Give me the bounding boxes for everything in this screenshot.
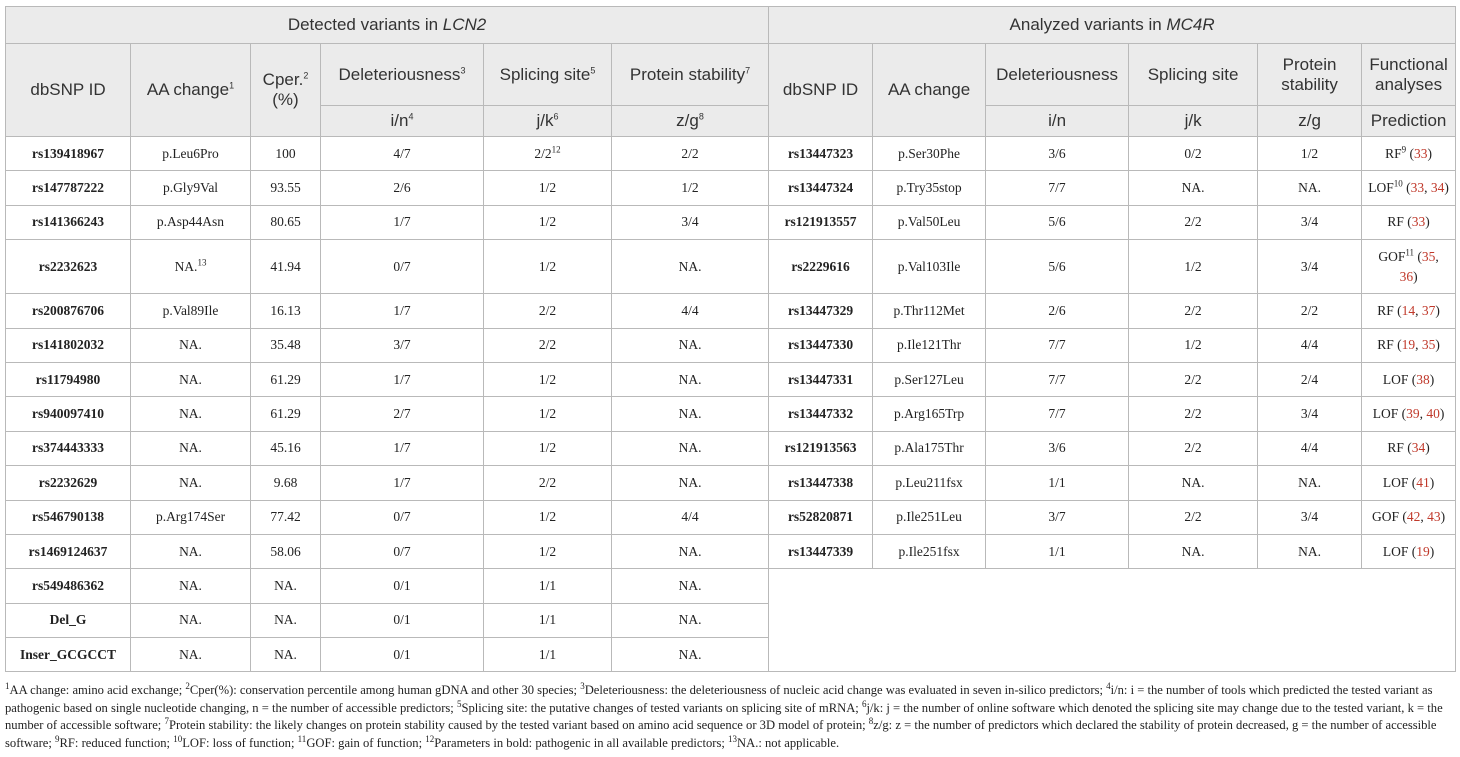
subcol-mc4r-i-n: i/n [986,106,1129,137]
cell-deleteriousness: 4/7 [321,137,484,171]
col-mc4r-splicing-site: Splicing site [1129,44,1258,106]
cell-mc4r-protein-stability: NA. [1258,534,1362,568]
cell-protein-stability: NA. [612,362,769,396]
cell-mc4r-aa-change: p.Arg165Trp [873,397,986,431]
cell-cper: 35.48 [251,328,321,362]
cell-prediction: RF (19, 35) [1362,328,1456,362]
cell-protein-stability: 2/2 [612,137,769,171]
cell-mc4r-aa-change: p.Val50Leu [873,205,986,239]
cell-mc4r-aa-change: p.Ile121Thr [873,328,986,362]
cell-deleteriousness: 1/7 [321,431,484,465]
col-mc4r-dbsnp-id: dbSNP ID [769,44,873,137]
cell-cper: 41.94 [251,240,321,294]
cell-mc4r-protein-stability: NA. [1258,466,1362,500]
table-row [6,397,1456,431]
cell-dbsnp-id: rs549486362 [6,569,131,603]
footnote-text: Parameters in bold: pathogenic in all available predictors; [434,735,729,750]
cell-mc4r-aa-change: p.Leu211fsx [873,466,986,500]
table-row [6,362,1456,396]
cell-mc4r-dbsnp-id: rs13447338 [769,466,873,500]
footnote-marker: 6 [861,698,867,709]
cell-protein-stability: NA. [612,397,769,431]
table-row [6,205,1456,239]
group-header-lcn2: Detected variants in LCN2 [6,7,769,44]
cell-mc4r-protein-stability: NA. [1258,171,1362,205]
cell-mc4r-deleteriousness: 2/6 [986,294,1129,328]
cell-protein-stability: NA. [612,431,769,465]
cell-protein-stability: 4/4 [612,500,769,534]
cell-dbsnp-id: rs940097410 [6,397,131,431]
cell-mc4r-deleteriousness: 7/7 [986,397,1129,431]
cell-mc4r-splicing-site: 0/2 [1129,137,1258,171]
cell-dbsnp-id: rs141802032 [6,328,131,362]
footnote-marker: 11 [297,733,307,744]
cell-dbsnp-id: rs200876706 [6,294,131,328]
cell-deleteriousness: 1/7 [321,294,484,328]
footnote-marker: 13 [728,733,738,744]
cell-prediction: RF (14, 37) [1362,294,1456,328]
cell-aa-change: p.Asp44Asn [131,205,251,239]
cell-mc4r-splicing-site: NA. [1129,534,1258,568]
variants-table [5,6,1456,672]
reference-link[interactable]: 38 [1416,371,1430,387]
cell-aa-change: p.Arg174Ser [131,500,251,534]
reference-link[interactable]: 39 [1406,406,1420,422]
cell-dbsnp-id: Del_G [6,603,131,637]
cell-aa-change: NA. [131,569,251,603]
col-mc4r-protein-stability: Protein stability [1258,44,1362,106]
footnote-text: j/k: j = the number of online software which denoted the splicing site may change due to the tested variant, k = the number of accessible software; [5,700,1443,732]
cell-deleteriousness: 3/7 [321,328,484,362]
cell-mc4r-deleteriousness: 3/6 [986,137,1129,171]
reference-link[interactable]: 34 [1411,440,1426,456]
subcol-z-g: $z/g^8$ [612,106,769,137]
cell-mc4r-deleteriousness: 1/1 [986,534,1129,568]
footnote-marker: 1 [5,680,10,691]
footnote-text: Splicing site: the putative changes of tested variants on splicing site of mRNA; [461,700,862,715]
cell-splicing-site: 1/1 [484,603,612,637]
reference-link[interactable]: 36 [1399,268,1414,284]
col-splicing-site: Splicing site$^5$ [484,44,612,106]
cell-mc4r-protein-stability: 4/4 [1258,328,1362,362]
cell-splicing-site: 1/2 [484,534,612,568]
cell-prediction: GOF$^{11}$ (35, 36) [1362,240,1456,294]
gene-name-mc4r: MC4R [1166,15,1215,34]
reference-link[interactable]: 35 [1421,248,1436,264]
subcol-j-k: $j/k^6$ [484,106,612,137]
cell-mc4r-deleteriousness: 3/6 [986,431,1129,465]
table-row [6,534,1456,568]
cell-aa-change: NA.$^{13}$ [131,240,251,294]
cell-cper: 61.29 [251,397,321,431]
subcol-mc4r-z-g: z/g [1258,106,1362,137]
cell-mc4r-aa-change: p.Thr112Met [873,294,986,328]
cell-mc4r-dbsnp-id: rs13447339 [769,534,873,568]
cell-aa-change: p.Val89Ile [131,294,251,328]
cell-mc4r-splicing-site: NA. [1129,171,1258,205]
table-row [6,500,1456,534]
cell-mc4r-aa-change: p.Ser127Leu [873,362,986,396]
cell-aa-change: NA. [131,397,251,431]
cell-mc4r-dbsnp-id: rs121913563 [769,431,873,465]
cell-cper: 93.55 [251,171,321,205]
cell-dbsnp-id: rs546790138 [6,500,131,534]
cell-cper: 45.16 [251,431,321,465]
cell-mc4r-protein-stability: 1/2 [1258,137,1362,171]
cell-splicing-site: 2/2 [484,466,612,500]
footnote-marker: 9 [55,733,60,744]
cell-cper: NA. [251,569,321,603]
cell-mc4r-deleteriousness: 7/7 [986,362,1129,396]
cell-mc4r-deleteriousness: 5/6 [986,205,1129,239]
cell-protein-stability: NA. [612,534,769,568]
cell-prediction: LOF (19) [1362,534,1456,568]
cell-deleteriousness: 1/7 [321,362,484,396]
cell-mc4r-deleteriousness: 1/1 [986,466,1129,500]
cell-mc4r-dbsnp-id: rs13447332 [769,397,873,431]
cell-protein-stability: 3/4 [612,205,769,239]
cell-dbsnp-id: rs2232629 [6,466,131,500]
table-row [6,240,1456,294]
table-row [6,569,1456,603]
cell-deleteriousness: 2/7 [321,397,484,431]
cell-splicing-site: 2/2 [484,328,612,362]
footnotes [5,682,1457,752]
cell-mc4r-deleteriousness: 7/7 [986,328,1129,362]
reference-link[interactable]: 33 [1411,214,1426,230]
cell-protein-stability: NA. [612,240,769,294]
footnote-marker: 12 [425,733,435,744]
reference-link[interactable]: 40 [1426,406,1440,422]
col-dbsnp-id: dbSNP ID [6,44,131,137]
cell-protein-stability: NA. [612,638,769,672]
cell-mc4r-dbsnp-id: rs2229616 [769,240,873,294]
col-functional-analyses: Functional analyses [1362,44,1456,106]
footnote-text: Deleteriousness: the deleteriousness of nucleic acid change was evaluated in seven in-silico predictors; [584,683,1107,697]
reference-link[interactable]: 37 [1421,302,1436,318]
cell-dbsnp-id: rs2232623 [6,240,131,294]
cell-aa-change: NA. [131,638,251,672]
table-row [6,466,1456,500]
cell-cper: NA. [251,603,321,637]
cell-dbsnp-id: rs141366243 [6,205,131,239]
cell-prediction: $RF^9$ (33) [1362,137,1456,171]
cell-aa-change: NA. [131,328,251,362]
cell-mc4r-splicing-site: 1/2 [1129,240,1258,294]
cell-mc4r-protein-stability: 2/2 [1258,294,1362,328]
cell-aa-change: NA. [131,466,251,500]
cell-deleteriousness: 0/1 [321,638,484,672]
cell-protein-stability: 1/2 [612,171,769,205]
cell-deleteriousness: 1/7 [321,205,484,239]
cell-deleteriousness: 0/7 [321,240,484,294]
cell-cper: NA. [251,638,321,672]
cell-aa-change: NA. [131,534,251,568]
cell-mc4r-dbsnp-id: rs52820871 [769,500,873,534]
cell-prediction: RF (33) [1362,205,1456,239]
group-header-mc4r: Analyzed variants in MC4R [769,7,1456,44]
cell-splicing-site: 1/1 [484,569,612,603]
reference-link[interactable]: 34 [1430,180,1445,196]
cell-deleteriousness: 1/7 [321,466,484,500]
reference-link[interactable]: 33 [1414,145,1428,161]
cell-prediction: LOF (41) [1362,466,1456,500]
col-deleteriousness: Deleteriousness$^3$ [321,44,484,106]
cell-splicing-site: $2/2^{12}$ [484,137,612,171]
cell-prediction: LOF$^{10}$ (33, 34) [1362,171,1456,205]
footnote-text: Protein stability: the likely changes on protein stability caused by the tested variant based on amino acid sequence or 3D model of protein; [168,718,869,732]
col-mc4r-deleteriousness: Deleteriousness [986,44,1129,106]
cell-mc4r-protein-stability: 3/4 [1258,500,1362,534]
cell-mc4r-protein-stability: 3/4 [1258,397,1362,431]
cell-cper: 80.65 [251,205,321,239]
empty-cell [769,569,1456,672]
cell-mc4r-splicing-site: 2/2 [1129,397,1258,431]
cell-mc4r-deleteriousness: 5/6 [986,240,1129,294]
cell-protein-stability: 4/4 [612,294,769,328]
cell-mc4r-protein-stability: 4/4 [1258,431,1362,465]
cell-dbsnp-id: rs374443333 [6,431,131,465]
cell-splicing-site: 1/2 [484,397,612,431]
footnote-marker: 7 [164,715,169,726]
footnote-text: GOF: gain of function; [306,735,426,750]
cell-dbsnp-id: Inser_GCGCCT [6,638,131,672]
cell-prediction: LOF (39, 40) [1362,397,1456,431]
cell-mc4r-protein-stability: 3/4 [1258,205,1362,239]
cell-dbsnp-id: rs11794980 [6,362,131,396]
cell-cper: 58.06 [251,534,321,568]
footnote-text: LOF: loss of function; [182,735,298,750]
footnote-text: Cper(%): conservation percentile among human gDNA and other 30 species; [189,683,581,697]
cell-mc4r-aa-change: p.Ile251fsx [873,534,986,568]
cell-mc4r-protein-stability: 3/4 [1258,240,1362,294]
cell-deleteriousness: 0/1 [321,569,484,603]
footnote-text: RF: reduced function; [59,735,174,750]
footnote-text: NA.: not applicable. [737,735,840,750]
cell-dbsnp-id: rs1469124637 [6,534,131,568]
cell-mc4r-splicing-site: 1/2 [1129,328,1258,362]
cell-prediction: GOF (42, 43) [1362,500,1456,534]
cell-splicing-site: 2/2 [484,294,612,328]
reference-link[interactable]: 14 [1401,302,1416,318]
cell-splicing-site: 1/2 [484,205,612,239]
footnote-text: i/n: i = the number of tools which predicted the tested variant as pathogenic based on single nucleotide changing, n = the number of accessible predictors; [5,683,1433,715]
cell-splicing-site: 1/2 [484,431,612,465]
reference-link[interactable]: 19 [1416,543,1430,559]
subcol-i-n: $i/n^4$ [321,106,484,137]
cell-mc4r-splicing-site: 2/2 [1129,362,1258,396]
cell-mc4r-aa-change: p.Ser30Phe [873,137,986,171]
cell-deleteriousness: 0/7 [321,534,484,568]
cell-deleteriousness: 0/7 [321,500,484,534]
table-row [6,431,1456,465]
cell-mc4r-aa-change: p.Try35stop [873,171,986,205]
col-cper: Cper.$^2$ (%) [251,44,321,137]
cell-aa-change: p.Leu6Pro [131,137,251,171]
footnote-marker: 8 [868,715,874,726]
subcol-prediction: Prediction [1362,106,1456,137]
footnote-marker: 2 [185,680,190,691]
footnote-marker: 4 [1106,680,1111,691]
footnote-marker: 10 [173,733,183,744]
table-row [6,328,1456,362]
cell-prediction: RF (34) [1362,431,1456,465]
cell-mc4r-splicing-site: 2/2 [1129,500,1258,534]
cell-mc4r-dbsnp-id: rs13447329 [769,294,873,328]
footnote-text: z/g: z = the number of predictors which declared the stability of protein decreased, g = the number of accessible software; [5,718,1437,750]
cell-splicing-site: 1/2 [484,240,612,294]
cell-mc4r-dbsnp-id: rs13447330 [769,328,873,362]
cell-dbsnp-id: rs147787222 [6,171,131,205]
cell-aa-change: p.Gly9Val [131,171,251,205]
footnote-text: AA change: amino acid exchange; [9,683,186,697]
col-aa-change: AA change$^1$ [131,44,251,137]
table-row [6,171,1456,205]
cell-splicing-site: 1/2 [484,171,612,205]
cell-cper: 9.68 [251,466,321,500]
reference-link[interactable]: 33 [1410,180,1425,196]
cell-deleteriousness: 0/1 [321,603,484,637]
cell-mc4r-splicing-site: 2/2 [1129,205,1258,239]
cell-mc4r-splicing-site: NA. [1129,466,1258,500]
cell-mc4r-deleteriousness: 3/7 [986,500,1129,534]
cell-splicing-site: 1/2 [484,500,612,534]
cell-aa-change: NA. [131,431,251,465]
cell-dbsnp-id: rs139418967 [6,137,131,171]
cell-deleteriousness: 2/6 [321,171,484,205]
col-mc4r-aa-change: AA change [873,44,986,137]
table-row [6,137,1456,171]
cell-mc4r-dbsnp-id: rs13447331 [769,362,873,396]
cell-protein-stability: NA. [612,466,769,500]
cell-cper: 77.42 [251,500,321,534]
cell-aa-change: NA. [131,603,251,637]
cell-cper: 61.29 [251,362,321,396]
footnote-marker: 3 [580,680,585,691]
table-row [6,294,1456,328]
subcol-mc4r-j-k: j/k [1129,106,1258,137]
cell-protein-stability: NA. [612,603,769,637]
reference-link[interactable]: 42 [1406,509,1421,525]
reference-link[interactable]: 43 [1427,509,1441,525]
cell-protein-stability: NA. [612,569,769,603]
cell-mc4r-deleteriousness: 7/7 [986,171,1129,205]
cell-cper: 100 [251,137,321,171]
cell-mc4r-protein-stability: 2/4 [1258,362,1362,396]
reference-link[interactable]: 41 [1416,474,1430,490]
cell-mc4r-aa-change: p.Val103Ile [873,240,986,294]
reference-link[interactable]: 19 [1401,337,1416,353]
cell-mc4r-aa-change: p.Ala175Thr [873,431,986,465]
cell-mc4r-dbsnp-id: rs13447324 [769,171,873,205]
cell-aa-change: NA. [131,362,251,396]
cell-protein-stability: NA. [612,328,769,362]
cell-mc4r-dbsnp-id: rs13447323 [769,137,873,171]
cell-prediction: LOF (38) [1362,362,1456,396]
cell-mc4r-splicing-site: 2/2 [1129,294,1258,328]
cell-mc4r-splicing-site: 2/2 [1129,431,1258,465]
reference-link[interactable]: 35 [1421,337,1436,353]
cell-mc4r-dbsnp-id: rs121913557 [769,205,873,239]
cell-splicing-site: 1/2 [484,362,612,396]
cell-cper: 16.13 [251,294,321,328]
col-protein-stability: Protein stability$^7$ [612,44,769,106]
footnote-marker: 5 [456,698,462,709]
cell-mc4r-aa-change: p.Ile251Leu [873,500,986,534]
cell-splicing-site: 1/1 [484,638,612,672]
gene-name-lcn2: LCN2 [442,15,487,34]
